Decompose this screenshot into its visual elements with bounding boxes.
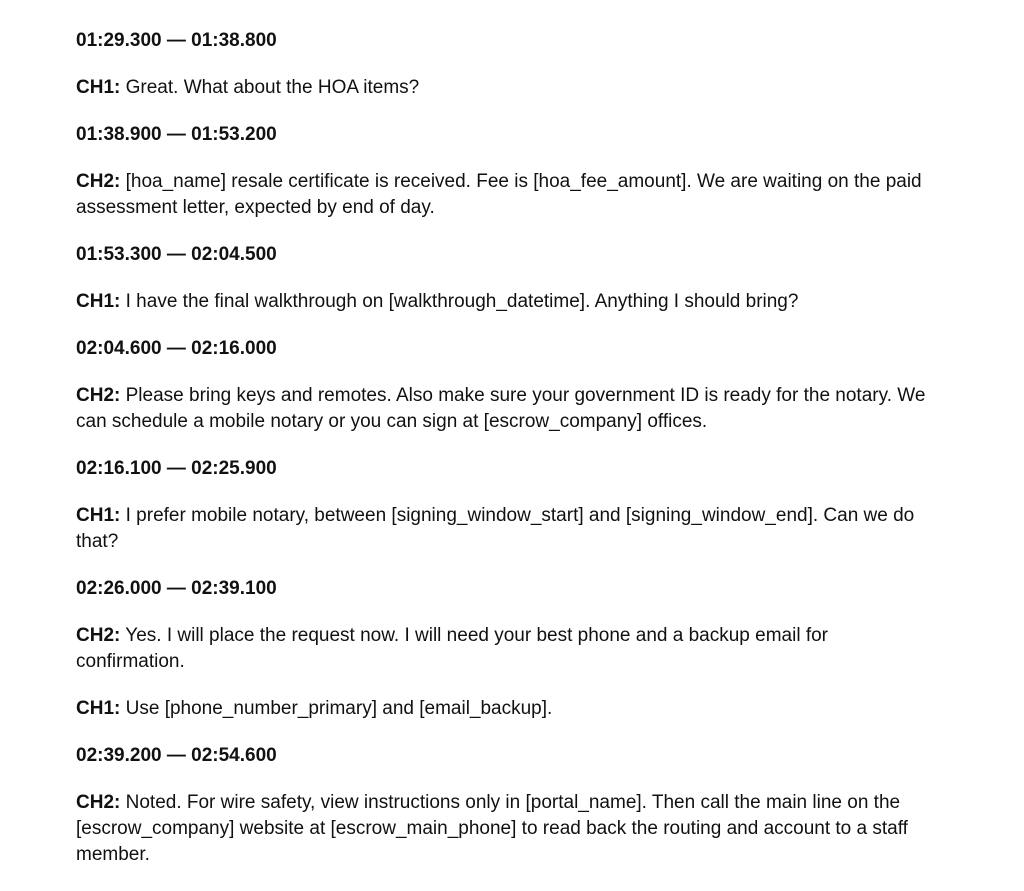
- utterance-text: [hoa_name] resale certificate is received. Fee is [hoa_fee_amount]. We are waiting on the paid assessment letter, expected by end of day.: [76, 171, 922, 218]
- utterance: [76, 289, 926, 315]
- speaker-label: CH2:: [76, 625, 121, 646]
- speaker-label: CH2:: [76, 792, 121, 813]
- speaker-label: CH2:: [76, 385, 121, 406]
- utterance-text: Great. What about the HOA items?: [125, 77, 420, 98]
- transcript: [76, 28, 926, 889]
- timestamp: 02:39.200 — 02:54.600: [76, 745, 277, 766]
- utterance: [76, 623, 926, 675]
- timestamp: 01:53.300 — 02:04.500: [76, 244, 277, 265]
- utterance-text: Use [phone_number_primary] and [email_backup].: [125, 698, 553, 719]
- utterance: [76, 169, 926, 221]
- utterance-text: I prefer mobile notary, between [signing_window_start] and [signing_window_end]. Can we do that?: [76, 505, 915, 552]
- utterance: [76, 790, 926, 868]
- speaker-label: CH2:: [76, 171, 121, 192]
- speaker-label: CH1:: [76, 505, 121, 526]
- timestamp: 02:04.600 — 02:16.000: [76, 338, 277, 359]
- speaker-label: CH1:: [76, 698, 121, 719]
- speaker-label: CH1:: [76, 77, 121, 98]
- speaker-label: CH1:: [76, 291, 121, 312]
- utterance-text: Please bring keys and remotes. Also make sure your government ID is ready for the notary. We can schedule a mobile notary or you can sign at [escrow_company] offices.: [76, 385, 926, 432]
- utterance-text: Yes. I will place the request now. I will need your best phone and a backup email for confirmation.: [76, 625, 829, 672]
- timestamp: 02:26.000 — 02:39.100: [76, 578, 277, 599]
- timestamp: 02:16.100 — 02:25.900: [76, 458, 277, 479]
- utterance-text: Noted. For wire safety, view instructions only in [portal_name]. Then call the main line on the [escrow_company] website at [escrow_main_phone] to read back the routing and account to a staff member.: [76, 792, 908, 865]
- timestamp: 01:38.900 — 01:53.200: [76, 124, 277, 145]
- utterance: [76, 75, 926, 101]
- utterance: [76, 503, 926, 555]
- utterance: [76, 696, 926, 722]
- utterance: [76, 383, 926, 435]
- timestamp: 01:29.300 — 01:38.800: [76, 30, 277, 51]
- utterance-text: I have the final walkthrough on [walkthrough_datetime]. Anything I should bring?: [125, 291, 799, 312]
